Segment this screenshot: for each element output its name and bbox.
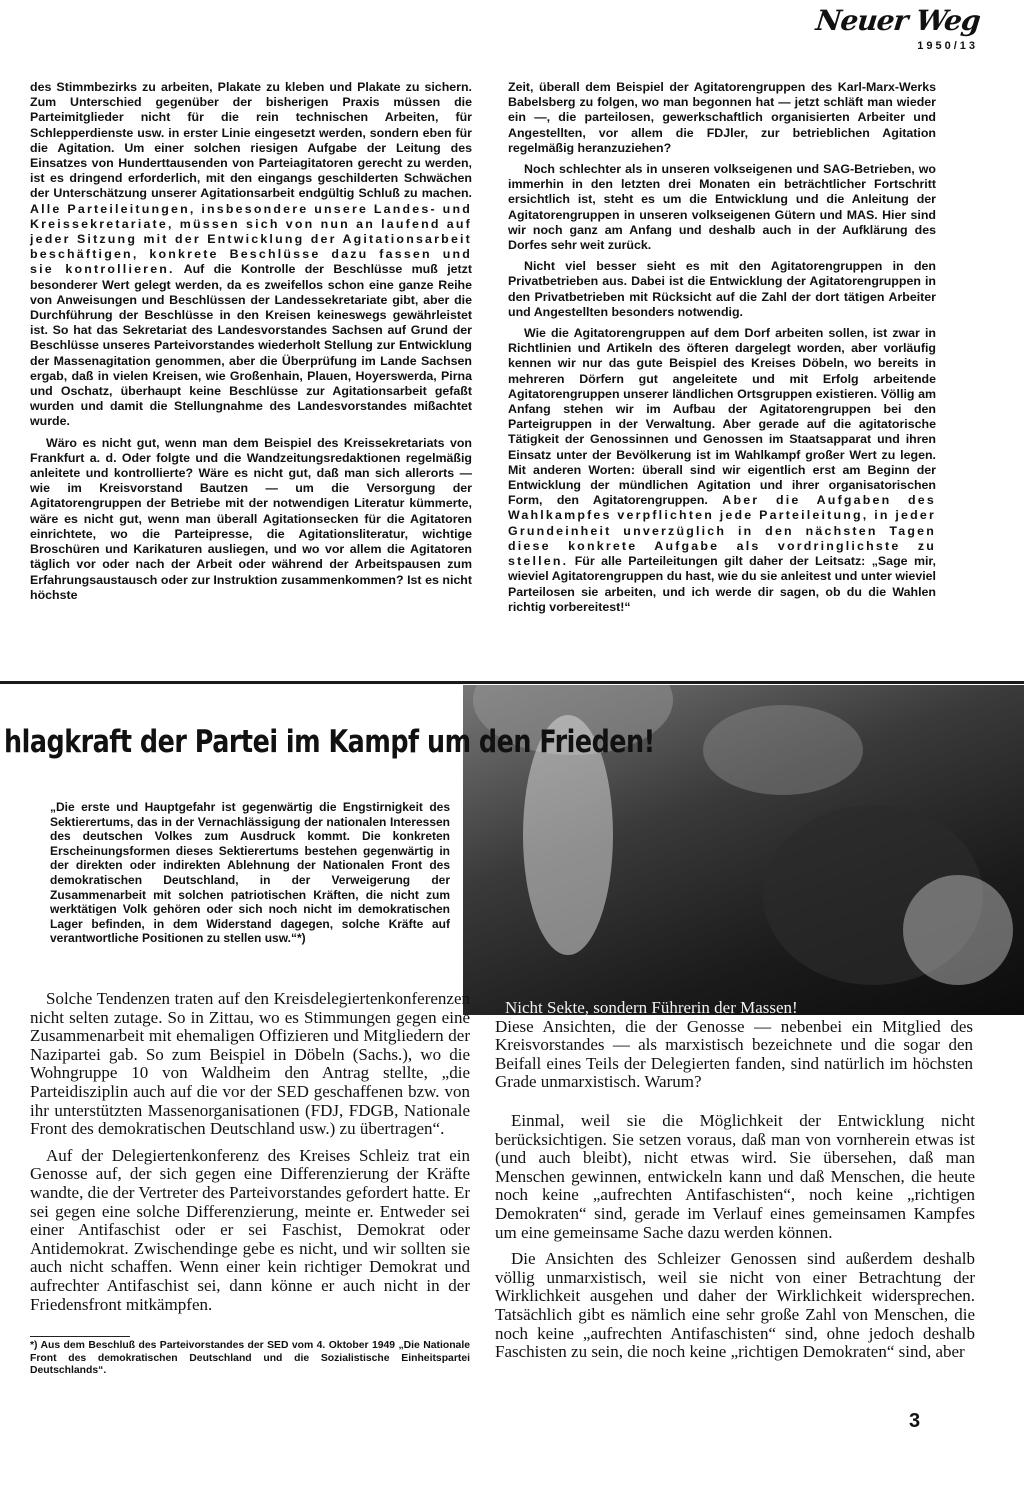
paragraph: Zeit, überall dem Beispiel der Agitatorengruppen des Karl-Marx-Werks Babelsberg zu folgen, wo man begonnen hat — jetzt schläft man wieder ein —, die parteilosen, gewerkschaftlich organisierten Arbeiter und Angestellten, vor allem die FDJler, zur betrieblichen Agitation regelmäßig heranzuziehen? bbox=[508, 80, 936, 155]
paragraph: Nicht viel besser sieht es mit den Agitatorengruppen in den Privatbetrieben aus. Dabei ist die Entwicklung der Agitatorengruppen in den Privatbetrieben mit Rücksicht auf die Zahl der dort tätigen Arbeiter und Angestellten besonders notwendig. bbox=[508, 259, 936, 319]
paragraph: Diese Ansichten, die der Genosse — nebenbei ein Mitglied des Kreisvorstandes — als marxistisch bezeichnete und die sogar den Beifall eines Teils der Delegierten fanden, sind natürlich im höchsten Grade unmarxistisch. Warum? bbox=[495, 1016, 973, 1092]
paragraph: Solche Tendenzen traten auf den Kreisdelegiertenkonferenzen nicht selten zutage. So in Zittau, wo es Stimmungen gegen eine Zusammenarbeit mit ehemaligen Offizieren und Mitgliedern der Nazipartei gab. So zum Beispiel in Döbeln (Sachs.), wo die Wohngruppe 10 von Waldheim den Antrag stellte, „die Parteidisziplin auch auf die vor der SED geschaffenen bzw. von ihr unterstützten Massenorganisationen (FDJ, FDGB, Nationale Front des demokratischen Deutschland usw.) zu übertragen“. bbox=[30, 989, 470, 1139]
top-right-column bbox=[508, 80, 936, 615]
paragraph: Die Ansichten des Schleizer Genossen sind außerdem deshalb völlig unmarxistisch, weil sie nicht von einer Betrachtung der Wirklichkeit ausgehen und daher der Wirklichkeit widersprechen. Tatsächlich gibt es nämlich eine sehr große Zahl von Menschen, die noch keine „aufrechten Antifaschisten“ sind, ohne jedoch deshalb Faschisten zu sein, die noch keine „richtigen Demokraten“ sind, aber bbox=[495, 1249, 975, 1362]
caption-line: Nicht Sekte, sondern Führerin der Massen! bbox=[505, 998, 798, 1017]
spaced-emphasis: Alle Parteileitungen, insbesondere unsere Landes- und Kreissekretariate, müssen sich von nun an laufend auf jeder Sitzung mit der Entwicklung der Agitationsarbeit beschäftigen, konkrete Beschlüsse dazu fassen und sie kontrollieren. bbox=[30, 201, 472, 277]
lower-right-column bbox=[495, 1112, 975, 1362]
top-left-column bbox=[30, 80, 472, 603]
article-headline: hlagkraft der Partei im Kampf um den Frieden! bbox=[4, 724, 655, 760]
paragraph: Einmal, weil sie die Möglichkeit der Entwicklung nicht berücksichtigen. Sie setzen voraus, daß man von vornherein etwas ist (und auch bleibt), nicht etwas wird. Sie übersehen, daß man Menschen gewinnen, entwickeln kann und daß Menschen, die heute noch keine „aufrechten Antifaschisten“, noch keine „richtigen Demokraten“ sind, gerade im Verlauf eines gemeinsamen Kampfes um eine gemeinsame Sache dazu werden können. bbox=[495, 1111, 975, 1242]
paragraph: Wäro es nicht gut, wenn man dem Beispiel des Kreissekretariats von Frankfurt a. d. Oder folgte und die Wandzeitungsredaktionen regelmäßig anleitete und kontrollierte? Wäre es nicht gut, daß man sich allerorts — wie im Kreisvorstand Bautzen — um die Versorgung der Agitatorengruppen der Betriebe mit der notwendigen Literatur kümmerte, wäre es nicht gut, wenn man überall Agitationsecken für die Agitatoren einrichtete, wo die Parteipresse, die Agitationsliteratur, wichtige Broschüren und Karikaturen ausliegen, und wo vor allem die Agitatoren täglich vor oder nach der Arbeit oder während der Arbeitspausen zum Erfahrungsaustausch oder zur Instruktion zusammenkommen? Ist es nicht höchste bbox=[30, 435, 472, 602]
paragraph: Auf der Delegiertenkonferenz des Kreises Schleiz trat ein Genosse auf, der sich gegen eine Differenzierung der Kräfte wandte, die der Vertreter des Parteivorstandes gefordert hatte. Er sei gegen eine solche Differenzierung, meinte er. Entweder sei einer Antifaschist oder er sei Faschist, Demokrat oder Antidemokrat. Zwischendinge gebe es nicht, und wir sollten sie auch nicht schaffen. Wenn einer kein richtiger Demokrat und aufrechter Antifaschist sei, dann könne er auch nicht in der Friedensfront mitkämpfen. bbox=[30, 1145, 470, 1314]
page-number: 3 bbox=[909, 1410, 921, 1432]
footnote: *) Aus dem Beschluß des Parteivorstandes der SED vom 4. Oktober 1949 „Die Nationale Front des demokratischen Deutschland und die Sozialistische Einheitspartei Deutschlands“. bbox=[30, 1340, 470, 1377]
masthead-logo: Neuer Weg bbox=[814, 4, 982, 37]
spaced-emphasis: Aber die Aufgaben des Wahlkampfes verpflichten jede Parteileitung, in jeder Grundeinheit unverzüglich in den nächsten Tagen diese konkrete Aufgabe als vordringlichste zu stellen. bbox=[508, 493, 936, 569]
block-quote: „Die erste und Hauptgefahr ist gegenwärtig die Engstirnigkeit des Sektierertums, das in der Vernachlässigung der nationalen Interessen des deutschen Volkes zum Ausdruck kommt. Die konkreten Erscheinungsformen dieses Sektierertums bestehen gegenwärtig in der direkten oder indirekten Ablehnung der Nationalen Front des demokratischen Deutschland, in der Verweigerung der Zusammenarbeit mit solchen patriotischen Kräften, die nicht zum werktätigen Volk gehören oder sich noch nicht im demokratischen Lager befinden, in dem Widerstand dagegen, solche Kräfte auf verantwortliche Positionen zu stellen usw.“*) bbox=[50, 800, 450, 946]
section-divider bbox=[0, 681, 1024, 684]
paragraph: Noch schlechter als in unseren volkseigenen und SAG-Betrieben, wo immerhin in den letzten drei Monaten ein beträchtlicher Fortschritt ersichtlich ist, steht es um die Entwicklung und die Anleitung der Agitatorengruppen in unseren volkseigenen Gütern und MAS. Hier sind wir noch ganz am Anfang und deshalb auch in der Aufklärung des Dorfes sehr weit zurück. bbox=[508, 162, 936, 253]
footnote-divider bbox=[30, 1336, 130, 1337]
lower-left-column bbox=[30, 990, 470, 1314]
paragraph: Wie die Agitatorengruppen auf dem Dorf arbeiten sollen, ist zwar in Richtlinien und Artikeln des öfteren dargelegt worden, aber vorläufig kennen wir nur das gute Beispiel des Kreises Döbeln, wo bereits in mehreren Dörfern gut angeleitete und mit Erfolg arbeitende Agitatorengruppen unserer ländlichen Ortsgruppen existieren. Völlig am Anfang stehen wir im Aufbau der Agitatorengruppen bei den Parteigruppen in der Verwaltung. Aber gerade auf die agitatorische Tätigkeit der Genossinnen und Genossen im Staatsapparat und ihren Einsatz unter der Bevölkerung ist im Wahlkampf großer Wert zu legen. Mit anderen Worten: überall sind wir eigentlich erst am Beginn der Entwicklung der mündlichen Agitation und ihrer organisatorischen Form, den Agitatorengruppen. Aber die Aufgaben des Wahlkampfes verpflichten jede Parteileitung, in jeder Grundeinheit unverzüglich in den nächsten Tagen diese konkrete Aufgabe als vordringlichste zu stellen. Für alle Parteileitungen gilt daher der Leitsatz: „Sage mir, wieviel Agitatorengruppen du hast, wie du sie anleitest und unter wieviel Parteilosen sie arbeiten, und ich werde dir sagen, ob du die Wahlen richtig vorbereitest!“ bbox=[508, 326, 936, 614]
paragraph: des Stimmbezirks zu arbeiten, Plakate zu kleben und Plakate zu sichern. Zum Unterschied gegenüber der bisherigen Praxis müssen die Parteimitglieder nicht für die rein technischen Arbeiten, für Schlepperdienste usw. in erster Linie eingesetzt werden, sondern eben für die Agitation. Um einer solchen riesigen Aufgabe der Leitung des Einsatzes von Hunderttausenden von Parteiagitatoren gerecht zu werden, ist es dringend erforderlich, mit den eingangs geschilderten Schwächen der Unterschätzung unserer Agitationsarbeit endgültig Schluß zu machen. Alle Parteileitungen, insbesondere unsere Landes- und Kreissekretariate, müssen sich von nun an laufend auf jeder Sitzung mit der Entwicklung der Agitationsarbeit beschäftigen, konkrete Beschlüsse dazu fassen und sie kontrollieren. Auf die Kontrolle der Beschlüsse muß jetzt besonderer Wert gelegt werden, da es zweifellos schon eine ganze Reihe von Anweisungen und Beschlüssen der Landessekretariate gibt, aber die Durchführung der Beschlüsse in den Kreisen keineswegs gewährleistet ist. So hat das Sekretariat des Landesvorstandes Sachsen auf Grund der Beschlüsse unseres Parteivorstandes wiederholt Stellung zur Entwicklung der Massenagitation genommen, aber die Überprüfung im Lande Sachsen ergab, daß in vielen Kreisen, wie Großenhain, Plauen, Hoyerswerda, Pirna und Oschatz, überhaupt keine Beschlüsse zur Agitationsarbeit gefaßt wurden und damit die Stellungnahme des Landesvorstandes mißachtet wurde. bbox=[30, 80, 472, 429]
photo-caption bbox=[495, 999, 973, 1092]
issue-number: 1950/13 bbox=[917, 40, 978, 52]
